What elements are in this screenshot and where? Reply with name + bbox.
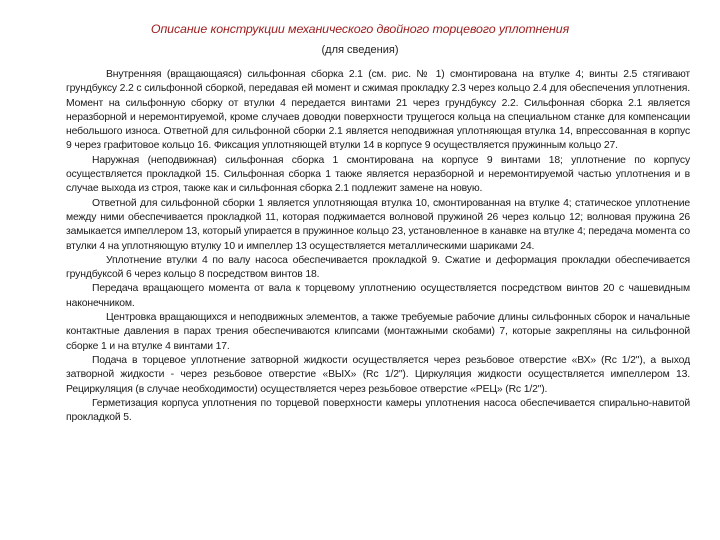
paragraph-mating-sleeve: Ответной для сильфонной сборки 1 является уплотняющая втулка 10, смонтированная на втулке 4; статическое уплотнение между ними обеспечивается прокладкой 11, которая поджимается волновой пружиной 26 через кольцо 12; волновая пружина 26 замыкается импеллером 13, который упирается в пружинное кольцо 23, установленное в канавке на втулке 4; передача момента со втулки 4 на уплотняющую втулку 10 и импеллер 13 осуществляется металлическими шариками 24. bbox=[66, 197, 690, 252]
paragraph-torque-transfer: Передача вращающего момента от вала к торцевому уплотнению осуществляется посредством винтов 20 с чашевидным наконечником. bbox=[66, 283, 690, 309]
paragraph-barrier-fluid: Подача в торцевое уплотнение затворной жидкости осуществляется через резьбовое отверстие «ВХ» (Rc 1/2"), а выход затворной жидкости - через резьбовое отверстие «ВЫХ» (Rc 1/2"). Циркуляция жидкости осуществляется импеллером 13. Рециркуляция (в случае необходимости) осуществляется через резьбовое отверстие «РЕЦ» (Rc 1/2"). bbox=[66, 354, 690, 395]
paragraph-centering: Центровка вращающихся и неподвижных элементов, а также требуемые рабочие длины сильфонных сборок и начальные контактные давления в парах трения обеспечиваются клипсами (монтажными скобами) 7, которые закрепляны на сильфонной сборке 1 и на втулке 4 винтами 17. bbox=[66, 312, 690, 352]
document-title: Описание конструкции механического двойного торцевого уплотнения bbox=[150, 22, 570, 36]
paragraph-sleeve-sealing: Уплотнение втулки 4 по валу насоса обеспечивается прокладкой 9. Сжатие и деформация прокладки обеспечивается грундбуксой 6 через кольцо 8 посредством винтов 18. bbox=[66, 254, 690, 281]
paragraph-inner-bellows: Внутренняя (вращающаяся) сильфонная сборка 2.1 (см. рис. № 1) смонтирована на втулке 4; винты 2.5 стягивают грундбуксу 2.2 с сильфонной сборкой, передавая ей момент и сжимая прокладку 2.3 через кольцо 2.4 для обеспечения уплотнения. Момент на сильфонную сборку от втулки 4 передается винтами 21 через грундбуксу 2.2. Сильфонная сборка 2.1 является неразборной и неремонтируемой, кроме случаев доводки поверхности трущегося кольца на специальном станке для компенсации небольшого износа. Ответной для сильфонной сборки 2.1 является неподвижная уплотняющая втулка 14, впрессованная в корпус 9 через графитовое кольцо 16. Фиксация уплотняющей втулки 14 в корпусе 9 осуществляется пружинным кольцо 27. bbox=[66, 69, 690, 152]
paragraph-outer-bellows: Наружная (неподвижная) сильфонная сборка 1 смонтирована на корпусе 9 винтами 18; уплотнение по корпусу осуществляется прокладкой 15. Сильфонная сборка 1 также является неразборной и неремонтируемой частью уплотнения и в случае выхода из строя, также как и сильфонная сборка 2.1 подлежит замене на новую. bbox=[66, 154, 690, 195]
document-body bbox=[66, 68, 690, 425]
document-subtitle: (для сведения) bbox=[321, 44, 399, 56]
paragraph-housing-seal: Герметизация корпуса уплотнения по торцевой поверхности камеры уплотнения насоса обеспечивается спирально-навитой прокладкой 5. bbox=[66, 397, 690, 424]
